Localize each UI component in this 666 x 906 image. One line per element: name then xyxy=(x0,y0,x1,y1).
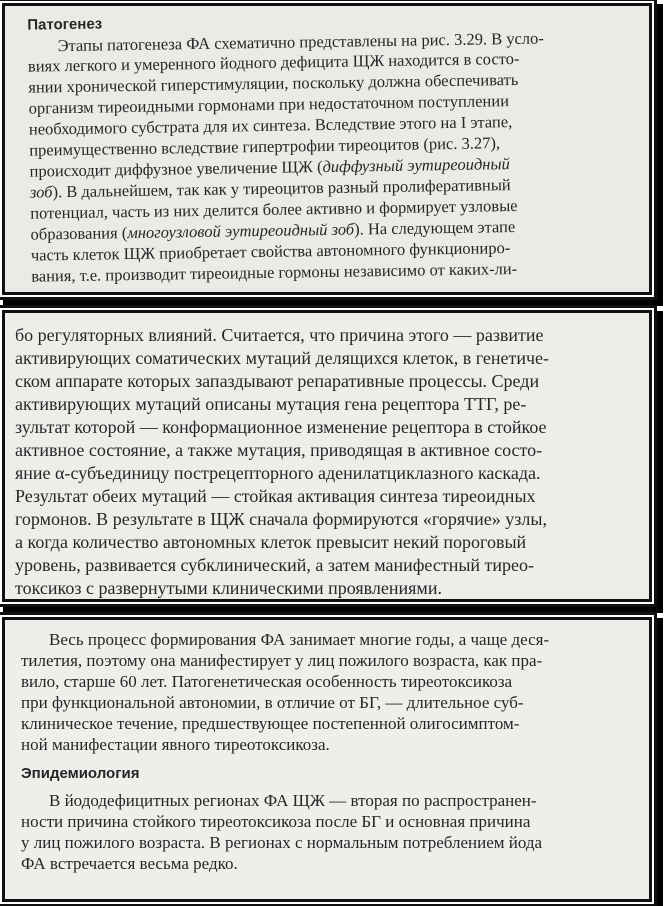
text-line: у лиц пожилого возраста. В регионах с нормальным потреблением йода xyxy=(21,833,543,852)
italic-term: многоузловой эутиреоидный зоб xyxy=(127,219,355,243)
text-line: клиническое течение, предшествующее постепенной олигосимптом- xyxy=(21,714,520,733)
text-line: виях легкого и умеренного йодного дефицита ЩЖ находится в состо- xyxy=(27,48,520,76)
text-run: происходит диффузное увеличение ЩЖ ( xyxy=(29,157,323,181)
text-line: зультат которой — конформационное изменение рецептора в стойкое xyxy=(15,417,547,437)
text-run: образования ( xyxy=(30,223,128,244)
text-line: ности причина стойкого тиреотоксикоза после БГ и основная причина xyxy=(21,812,531,831)
italic-term: зоб xyxy=(29,182,53,202)
text-line: организм тиреоидными гормонами при недостаточном поступлении xyxy=(28,91,510,118)
section-heading-epidemiology: Эпидемиология xyxy=(21,765,140,782)
text-line: уровень, развивается субклинический, а затем манифестный тирео- xyxy=(15,555,535,575)
text-line: ФА встречается весьма редко. xyxy=(21,854,238,873)
text-line: часть клеток ЩЖ приобретает свойства автономного функциониро- xyxy=(30,238,511,265)
text-line: активирующих соматических мутаций делящихся клеток, в генетиче- xyxy=(15,348,550,368)
text-panel-1 xyxy=(2,3,652,295)
text-line: Этапы патогенеза ФА схематично представлены на рис. 3.29. В усло- xyxy=(57,28,544,56)
text-line: активирующих мутаций описаны мутация гена рецептора ТТГ, ре- xyxy=(15,394,527,414)
text-line: яние α-субъединицу пострецепторного аденилатциклазного каскада. xyxy=(15,463,541,483)
text-line: бо регуляторных влияний. Считается, что причина этого — развитие xyxy=(15,325,544,345)
text-line: вания, т.е. производит тиреоидные гормоны независимо от каких-ли- xyxy=(31,258,518,286)
text-line: тилетия, поэтому она манифестирует у лиц пожилого возраста, как пра- xyxy=(21,651,543,670)
text-line: ском аппарате которых запаздывают репаративные процессы. Среди xyxy=(15,371,540,391)
italic-term: диффузный эутиреоидный xyxy=(322,154,510,177)
text-line: ной манифестации явного тиреотоксикоза. xyxy=(21,735,330,754)
text-line: а когда количество автономных клеток превысит некий пороговый xyxy=(15,532,527,552)
text-run: ). На следующем этапе xyxy=(353,217,516,239)
text-line: вило, старше 60 лет. Патогенетическая особенность тиреотоксикоза xyxy=(21,672,513,691)
text-line: В йододефицитных регионах ФА ЩЖ — вторая по распространен- xyxy=(49,791,537,810)
text-line: преимущественно вследствие гипертрофии тиреоцитов (рис. 3.27), xyxy=(29,133,501,160)
text-panel-2 xyxy=(2,310,652,602)
text-panel-3 xyxy=(2,617,652,902)
text-line: при функциональной автономии, в отличие от БГ, — длительное суб- xyxy=(21,693,524,712)
text-line: Весь процесс формирования ФА занимает многие годы, а чаще деся- xyxy=(49,630,550,649)
section-heading-pathogenesis: Патогенез xyxy=(27,15,103,34)
text-line: необходимого субстрата для их синтеза. Вследствие этого на I этапе, xyxy=(28,112,513,139)
text-line: гормонов. В результате в ЩЖ сначала формируются «горячие» узлы, xyxy=(15,509,547,529)
text-line: токсикоз с развернутыми клиническими проявлениями. xyxy=(15,578,442,598)
text-line: Результат обеих мутаций — стойкая активация синтеза тиреоидных xyxy=(15,486,536,506)
text-line: активное состояние, а также мутация, приводящая в активное состо- xyxy=(15,440,543,460)
text-line: потенциал, часть из них делится более активно и формирует узловые xyxy=(30,195,518,223)
text-run: ). В дальнейшем, так как у тиреоцитов разный пролиферативный xyxy=(52,175,511,202)
text-line: янии хронической гиперстимуляции, поскольку должна обеспечивать xyxy=(28,69,519,97)
